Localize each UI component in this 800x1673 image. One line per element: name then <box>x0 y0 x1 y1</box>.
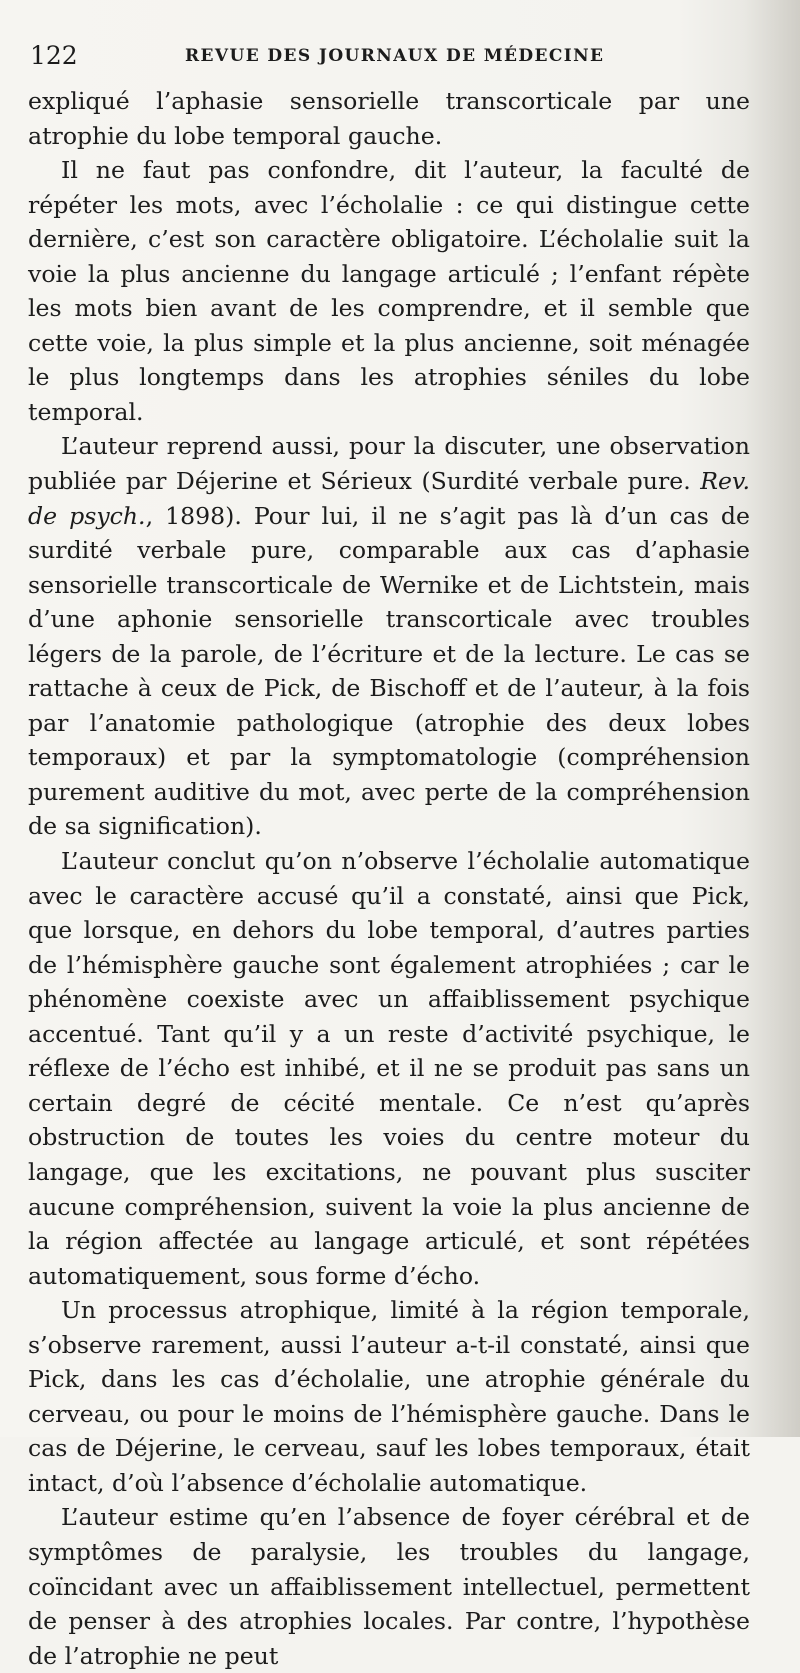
paragraph-atrophic-process: Un processus atrophique, limité à la région temporale, s’observe rarement, aussi l’auteur a-t-il constaté, ainsi que Pick, dans les cas d’écholalie, une atrophie générale du cerveau, ou pour le moins de l’hémisphère gauche. Dans le cas de Déjerine, le cerveau, sauf les lobes temporaux, était intact, d’où l’absence d’écholalie automatique. <box>28 1296 750 1497</box>
paragraph-local-atrophies: L’auteur estime qu’en l’absence de foyer cérébral et de symptômes de paralysie, les troubles du langage, coïncidant avec un affaiblissement intellectuel, permettent de penser à des atrophies locales. Par contre, l’hypothèse de l’atrophie ne peut <box>28 1503 750 1670</box>
text-segment: L’auteur reprend aussi, pour la discuter, une observation publiée par Déjerine et Sérieux (Surdité verbale pure. <box>28 432 750 496</box>
page-header <box>30 38 760 78</box>
paragraph-author-conclusion: L’auteur conclut qu’on n’observe l’écholalie automatique avec le caractère accusé qu’il a constaté, ainsi que Pick, que lorsque, en dehors du lobe temporal, d’autres parties de l’hémisphère gauche sont également atrophiées ; car le phénomène coexiste avec un affaiblissement psychique accentué. Tant qu’il y a un reste d’activité psychique, le réflexe de l’écho est inhibé, et il ne se produit pas sans un certain degré de cécité mentale. Ce n’est qu’après obstruction de toutes les voies du centre moteur du langage, que les excitations, ne pouvant plus susciter aucune compréhension, suivent la voie la plus ancienne de la région affectée au langage articulé, et sont répétées automatiquement, sous forme d’écho. <box>28 847 750 1290</box>
body-text <box>28 84 750 1673</box>
running-head: REVUE DES JOURNAUX DE MÉDECINE <box>185 46 605 66</box>
paragraph-continuation: expliqué l’aphasie sensorielle transcorticale par une atrophie du lobe temporal gauche. <box>28 87 750 150</box>
paragraph-dejerine-observation <box>28 429 750 844</box>
text-segment: , 1898). Pour lui, il ne s’agit pas là d’un cas de surdité verbale pure, comparable aux cas d’aphasie sensorielle transcorticale de Wernike et de Lichtstein, mais d’une aphonie sensorielle transcorticale avec troubles légers de la parole, de l’écriture et de la lecture. Le cas se rattache à ceux de Pick, de Bischoff et de l’auteur, à la fois par l’anatomie pathologique (atrophie des deux lobes temporaux) et par la symptomatologie (compréhension purement auditive du mot, avec perte de la compréhension de sa signification). <box>28 501 750 841</box>
page-number: 122 <box>30 41 78 70</box>
paragraph-echolalia-definition: Il ne faut pas confondre, dit l’auteur, la faculté de répéter les mots, avec l’écholalie : ce qui distingue cette dernière, c’est son caractère obligatoire. L’écholalie suit la voie la plus ancienne du langage articulé ; l’enfant répète les mots bien avant de les comprendre, et il semble que cette voie, la plus simple et la plus ancienne, soit ménagée le plus longtemps dans les atrophies séniles du lobe temporal. <box>28 156 750 426</box>
journal-citation: Rev. de psych. <box>28 467 750 530</box>
